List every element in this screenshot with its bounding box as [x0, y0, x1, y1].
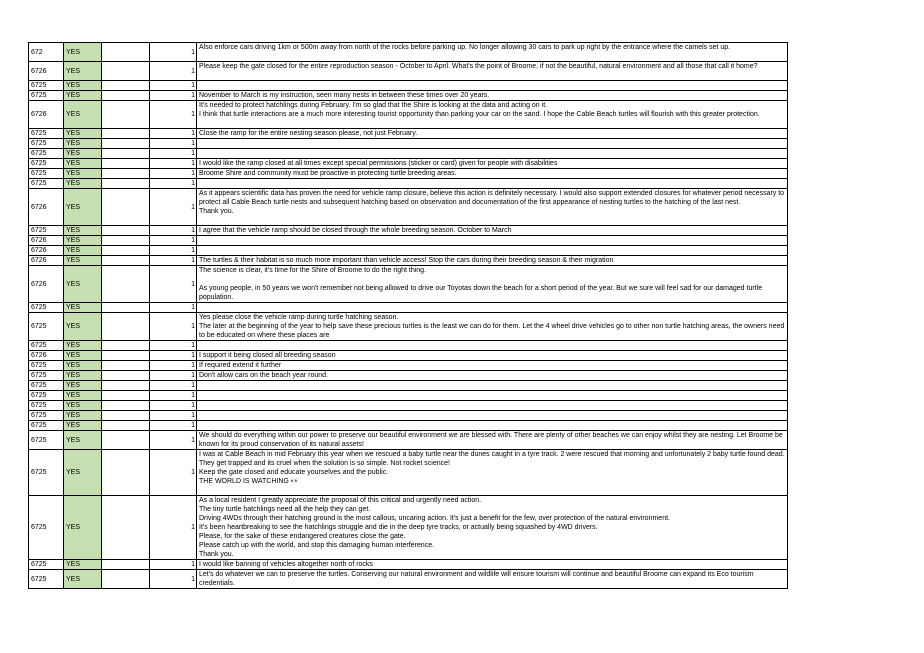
comment-cell [197, 411, 788, 421]
count-cell: 1 [150, 411, 197, 421]
comment-cell: The science is clear, it's time for the Shire of Broome to do the right thing. As young people, in 50 years we won't remember not being allowed to drive our Toyotas down the beach for a short period of the year. But we sure will feel sad for our damaged turtle population. [197, 266, 788, 303]
response-cell: YES [64, 313, 102, 341]
count-cell: 1 [150, 313, 197, 341]
table-row [29, 169, 788, 179]
response-cell: YES [64, 341, 102, 351]
response-cell: YES [64, 560, 102, 570]
response-cell: YES [64, 129, 102, 139]
postcode-cell: 672 [29, 43, 64, 62]
comment-cell [197, 391, 788, 401]
response-cell: YES [64, 256, 102, 266]
response-cell: YES [64, 179, 102, 189]
response-cell: YES [64, 303, 102, 313]
count-cell: 1 [150, 62, 197, 81]
table-row [29, 139, 788, 149]
comment-cell: Don't allow cars on the beach year round. [197, 371, 788, 381]
table-row [29, 149, 788, 159]
table-row [29, 91, 788, 101]
empty-cell [102, 431, 150, 450]
empty-cell [102, 560, 150, 570]
comment-cell: I would like the ramp closed at all times except special permissions (sticker or card) given for people with disabilities [197, 159, 788, 169]
count-cell: 1 [150, 159, 197, 169]
comment-cell: Please keep the gate closed for the entire reproduction season - October to April. What's the point of Broome, if not the beautiful, natural environment and all those that call it home? [197, 62, 788, 81]
response-cell: YES [64, 381, 102, 391]
count-cell: 1 [150, 236, 197, 246]
comment-cell: I was at Cable Beach in mid February this year when we rescued a baby turtle near the dunes caught in a tyre track. 2 were rescued that morning and unfortunately 2 baby turtle found dead. They get trapped and its cruel when the solution is so simple. Not rocket science! Keep the gate closed and educate yourselves and the public. THE WORLD IS WATCHING 👀 [197, 450, 788, 496]
count-cell: 1 [150, 189, 197, 226]
table-row [29, 81, 788, 91]
postcode-cell: 6725 [29, 401, 64, 411]
count-cell: 1 [150, 450, 197, 496]
count-cell: 1 [150, 496, 197, 560]
empty-cell [102, 313, 150, 341]
count-cell: 1 [150, 303, 197, 313]
empty-cell [102, 226, 150, 236]
postcode-cell: 6726 [29, 246, 64, 256]
table-row [29, 450, 788, 496]
table-row [29, 421, 788, 431]
empty-cell [102, 391, 150, 401]
postcode-cell: 6725 [29, 139, 64, 149]
empty-cell [102, 341, 150, 351]
empty-cell [102, 266, 150, 303]
comment-cell: We should do everything within our power to preserve our beautiful environment we are blessed with. There are plenty of other beaches we can enjoy whilst they are nesting. Let Broome be known for its proud conservation of its natural assets! [197, 431, 788, 450]
response-cell: YES [64, 421, 102, 431]
response-cell: YES [64, 62, 102, 81]
postcode-cell: 6725 [29, 361, 64, 371]
count-cell: 1 [150, 361, 197, 371]
postcode-cell: 6725 [29, 496, 64, 560]
response-cell: YES [64, 411, 102, 421]
response-cell: YES [64, 266, 102, 303]
empty-cell [102, 256, 150, 266]
table-row [29, 341, 788, 351]
comment-cell [197, 421, 788, 431]
response-cell: YES [64, 139, 102, 149]
count-cell: 1 [150, 179, 197, 189]
response-cell: YES [64, 159, 102, 169]
count-cell: 1 [150, 560, 197, 570]
count-cell: 1 [150, 129, 197, 139]
postcode-cell: 6725 [29, 91, 64, 101]
empty-cell [102, 246, 150, 256]
table-row [29, 226, 788, 236]
postcode-cell: 6726 [29, 256, 64, 266]
empty-cell [102, 421, 150, 431]
response-cell: YES [64, 149, 102, 159]
table-row [29, 431, 788, 450]
comment-cell [197, 341, 788, 351]
count-cell: 1 [150, 169, 197, 179]
postcode-cell: 6725 [29, 450, 64, 496]
response-cell: YES [64, 169, 102, 179]
empty-cell [102, 401, 150, 411]
submissions-table-body [29, 43, 788, 589]
table-row [29, 43, 788, 62]
comment-cell [197, 401, 788, 411]
postcode-cell: 6726 [29, 189, 64, 226]
table-row [29, 303, 788, 313]
comment-cell: Broome Shire and community must be proactive in protecting turtle breeding areas. [197, 169, 788, 179]
empty-cell [102, 236, 150, 246]
empty-cell [102, 303, 150, 313]
postcode-cell: 6725 [29, 381, 64, 391]
response-cell: YES [64, 391, 102, 401]
postcode-cell: 6725 [29, 560, 64, 570]
count-cell: 1 [150, 43, 197, 62]
count-cell: 1 [150, 351, 197, 361]
comment-cell [197, 246, 788, 256]
empty-cell [102, 570, 150, 589]
count-cell: 1 [150, 391, 197, 401]
comment-cell [197, 236, 788, 246]
empty-cell [102, 411, 150, 421]
postcode-cell: 6726 [29, 266, 64, 303]
postcode-cell: 6725 [29, 129, 64, 139]
submissions-table [28, 42, 788, 589]
response-cell: YES [64, 189, 102, 226]
empty-cell [102, 159, 150, 169]
postcode-cell: 6726 [29, 62, 64, 81]
empty-cell [102, 62, 150, 81]
count-cell: 1 [150, 431, 197, 450]
table-row [29, 62, 788, 81]
table-row [29, 381, 788, 391]
empty-cell [102, 496, 150, 560]
count-cell: 1 [150, 570, 197, 589]
comment-cell: If required extend it further [197, 361, 788, 371]
count-cell: 1 [150, 81, 197, 91]
comment-cell: Also enforce cars driving 1km or 500m away from north of the rocks before parking up. No longer allowing 30 cars to park up right by the entrance where the camels set up. [197, 43, 788, 62]
comment-cell [197, 179, 788, 189]
postcode-cell: 6725 [29, 411, 64, 421]
response-cell: YES [64, 361, 102, 371]
postcode-cell: 6725 [29, 371, 64, 381]
table-row [29, 351, 788, 361]
count-cell: 1 [150, 341, 197, 351]
table-row [29, 159, 788, 169]
count-cell: 1 [150, 371, 197, 381]
comment-cell: As it appears scientific data has proven the need for vehicle ramp closure, believe this action is definitely necessary. I would also support extended closures for whatever period necessary to protect all Cable Beach turtle nests and subsequent hatching based on observation and documentation of the first appearance of nesting turtles to the hatching of the last nest. Thank you. [197, 189, 788, 226]
postcode-cell: 6725 [29, 303, 64, 313]
empty-cell [102, 371, 150, 381]
count-cell: 1 [150, 421, 197, 431]
response-cell: YES [64, 570, 102, 589]
count-cell: 1 [150, 256, 197, 266]
comment-cell: November to March is my instruction, seen many nests in between these times over 20 years. [197, 91, 788, 101]
comment-cell: As a local resident I greatly appreciate the proposal of this critical and urgently need action. The tiny turtle hatchlings need all the help they can get. Driving 4WDs through their hatching ground is the most callous, uncaring action. It's just a benefit for the few, over protection of the natural environment. It's been heartbreaking to see the hatchlings struggle and die in the deep tyre tracks, or actually being squashed by 4WD drivers. Please, for the sake of these endangered creatures close the gate. Please catch up with the world, and stop this damaging human interference. Thank you. [197, 496, 788, 560]
response-cell: YES [64, 91, 102, 101]
response-cell: YES [64, 496, 102, 560]
comment-cell [197, 139, 788, 149]
count-cell: 1 [150, 139, 197, 149]
postcode-cell: 6725 [29, 421, 64, 431]
count-cell: 1 [150, 226, 197, 236]
empty-cell [102, 101, 150, 129]
comment-cell [197, 381, 788, 391]
table-row [29, 129, 788, 139]
response-cell: YES [64, 81, 102, 91]
count-cell: 1 [150, 101, 197, 129]
table-row [29, 391, 788, 401]
response-cell: YES [64, 371, 102, 381]
table-row [29, 313, 788, 341]
comment-cell: Close the ramp for the entire nesting season please, not just February. [197, 129, 788, 139]
table-row [29, 246, 788, 256]
comment-cell [197, 81, 788, 91]
table-row [29, 401, 788, 411]
postcode-cell: 6725 [29, 570, 64, 589]
table-row [29, 236, 788, 246]
table-row [29, 371, 788, 381]
table-row [29, 189, 788, 226]
count-cell: 1 [150, 266, 197, 303]
table-row [29, 560, 788, 570]
empty-cell [102, 139, 150, 149]
empty-cell [102, 381, 150, 391]
postcode-cell: 6725 [29, 179, 64, 189]
table-row [29, 570, 788, 589]
response-cell: YES [64, 246, 102, 256]
comment-cell: Let's do whatever we can to preserve the turtles. Conserving our natural environment and wildlife will ensure tourism will continue and beautiful Broome can expand its Eco tourism credentials. [197, 570, 788, 589]
comment-cell [197, 149, 788, 159]
empty-cell [102, 43, 150, 62]
comment-cell: I support it being closed all breeding season [197, 351, 788, 361]
response-cell: YES [64, 43, 102, 62]
postcode-cell: 6725 [29, 431, 64, 450]
table-row [29, 101, 788, 129]
postcode-cell: 6725 [29, 81, 64, 91]
postcode-cell: 6726 [29, 101, 64, 129]
empty-cell [102, 169, 150, 179]
response-cell: YES [64, 226, 102, 236]
count-cell: 1 [150, 91, 197, 101]
empty-cell [102, 450, 150, 496]
empty-cell [102, 91, 150, 101]
empty-cell [102, 129, 150, 139]
table-row [29, 179, 788, 189]
empty-cell [102, 351, 150, 361]
response-cell: YES [64, 101, 102, 129]
empty-cell [102, 179, 150, 189]
table-row [29, 256, 788, 266]
postcode-cell: 6725 [29, 159, 64, 169]
empty-cell [102, 81, 150, 91]
table-row [29, 411, 788, 421]
response-cell: YES [64, 431, 102, 450]
table-row [29, 266, 788, 303]
postcode-cell: 6726 [29, 236, 64, 246]
table-row [29, 361, 788, 371]
table-row [29, 496, 788, 560]
count-cell: 1 [150, 149, 197, 159]
postcode-cell: 6726 [29, 351, 64, 361]
empty-cell [102, 149, 150, 159]
postcode-cell: 6725 [29, 313, 64, 341]
response-cell: YES [64, 401, 102, 411]
postcode-cell: 6725 [29, 226, 64, 236]
response-cell: YES [64, 236, 102, 246]
comment-cell [197, 303, 788, 313]
count-cell: 1 [150, 381, 197, 391]
comment-cell: It's needed to protect hatchlings during February. I'm so glad that the Shire is looking at the data and acting on it. I think that turtle interactions are a much more interesting tourist opportunity than parking your car on the sand. I hope the Cable Beach turtles will flourish with this greater protection. [197, 101, 788, 129]
postcode-cell: 6725 [29, 391, 64, 401]
count-cell: 1 [150, 246, 197, 256]
comment-cell: I agree that the vehicle ramp should be closed through the whole breeding season. October to March [197, 226, 788, 236]
postcode-cell: 6725 [29, 169, 64, 179]
comment-cell: Yes please close the vehicle ramp during turtle hatching season. The later at the beginning of the year to help save these precious turtles is the least we can do for them. Let the 4 wheel drive vehicles go to other non turtle hatching areas, the owners need to be educated on where these places are [197, 313, 788, 341]
empty-cell [102, 361, 150, 371]
postcode-cell: 6725 [29, 149, 64, 159]
postcode-cell: 6725 [29, 341, 64, 351]
empty-cell [102, 189, 150, 226]
response-cell: YES [64, 351, 102, 361]
count-cell: 1 [150, 401, 197, 411]
comment-cell: I would like banning of vehicles altogether north of rocks [197, 560, 788, 570]
response-cell: YES [64, 450, 102, 496]
comment-cell: The turtles & their habitat is so much more important than vehicle access! Stop the cars during their breeding season & their migration [197, 256, 788, 266]
